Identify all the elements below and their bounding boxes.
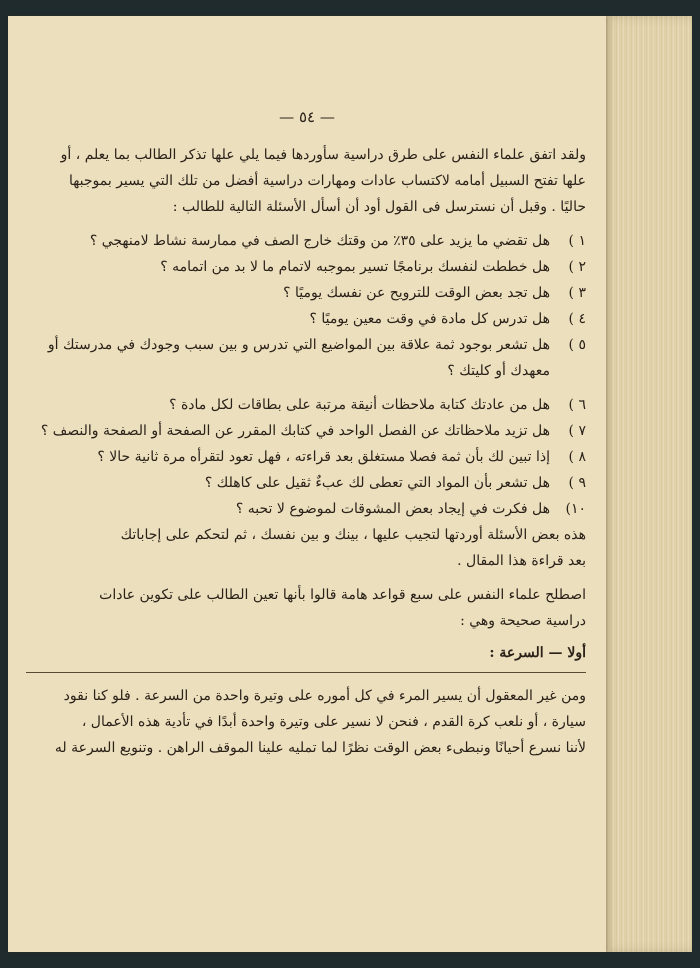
questions-list <box>26 228 586 522</box>
question-text: هل تشعر بأن المواد التي تعطى لك عبءٌ ثقيل على كاهلك ؟ <box>204 475 550 491</box>
book-page <box>8 16 606 952</box>
question-number: ٢ ) <box>568 259 586 275</box>
question-text: هل تزيد ملاحظاتك عن الفصل الواحد في كتابك المقرر عن الصفحة أو الصفحة والنصف ؟ <box>40 423 550 439</box>
question-number: ٦ ) <box>568 397 586 413</box>
question-number: ١٠) <box>565 501 586 517</box>
question-number: ٩ ) <box>568 475 586 491</box>
paragraph-line: سيارة ، أو نلعب كرة القدم ، فنحن لا نسير على وتيرة واحدة أبدًا في تأدية هذه الأعمال ، <box>81 714 586 730</box>
question-item <box>26 496 586 522</box>
section-heading: أولا — السرعة : <box>489 645 586 661</box>
question-number: ٧ ) <box>568 423 586 439</box>
intro-line: علها تفتح السبيل أمامه لاكتساب عادات ومهارات دراسية أفضل من تلك التي يسير بموجبها <box>68 173 586 189</box>
question-text: هل تدرس كل مادة في وقت معين يوميًا ؟ <box>309 311 550 327</box>
question-item <box>26 444 586 470</box>
question-item <box>26 306 586 332</box>
paragraph-line: بعد قراءة هذا المقال . <box>457 553 586 569</box>
question-number: ٤ ) <box>568 311 586 327</box>
question-number: ٥ ) <box>568 337 586 353</box>
paragraph-line: اصطلح علماء النفس على سبع قواعد هامة قالوا بأنها تعين الطالب على تكوين عادات <box>99 587 586 603</box>
question-item <box>26 228 586 254</box>
question-text: هل خططت لنفسك برنامجًا تسير بموجبه لاتمام ما لا بد من اتمامه ؟ <box>160 259 550 275</box>
speed-paragraph <box>26 683 586 761</box>
question-item <box>26 332 586 358</box>
section-divider <box>26 672 586 673</box>
paragraph-line: دراسية صحيحة وهي : <box>460 613 586 629</box>
intro-line: حاليًا . وقبل أن نسترسل فى القول أود أن أسأل الأسئلة التالية للطالب : <box>172 199 586 215</box>
question-continuation: معهدك أو كليتك ؟ <box>447 363 550 379</box>
rules-intro-paragraph <box>26 582 586 634</box>
question-number: ٨ ) <box>568 449 586 465</box>
question-text: هل فكرت في إيجاد بعض المشوقات لموضوع لا تحبه ؟ <box>235 501 550 517</box>
question-item <box>26 418 586 444</box>
question-number: ٣ ) <box>568 285 586 301</box>
question-text: هل تجد بعض الوقت للترويح عن نفسك يوميًا ؟ <box>283 285 550 301</box>
page-content <box>26 142 586 761</box>
paragraph-line: لأننا نسرع أحيانًا ونبطىء بعض الوقت نظرًا لما تمليه علينا الموقف الراهن . وتنويع السرعة له <box>54 740 586 756</box>
question-item <box>26 392 586 418</box>
question-text: هل تشعر بوجود ثمة علاقة بين المواضيع التي تدرس و بين سبب وجودك في مدرستك أو <box>47 337 550 353</box>
paragraph-line: هذه بعض الأسئلة أوردتها لتجيب عليها ، بينك و بين نفسك ، ثم لتحكم على إجاباتك <box>120 527 586 543</box>
after-questions-paragraph <box>26 522 586 574</box>
page-number: — ٥٤ — <box>279 108 335 126</box>
question-text: إذا تبين لك بأن ثمة فصلا مستغلق بعد قراءته ، فهل تعود لتقرأه مرة ثانية حالا ؟ <box>97 449 550 465</box>
question-text: هل من عادتك كتابة ملاحظات أنيقة مرتبة على بطاقات لكل مادة ؟ <box>169 397 550 413</box>
question-number: ١ ) <box>568 233 586 249</box>
question-item <box>26 470 586 496</box>
intro-paragraph <box>26 142 586 220</box>
page-edges <box>600 16 692 952</box>
question-item <box>26 254 586 280</box>
question-text: هل تقضي ما يزيد على ٣٥٪ من وقتك خارج الصف في ممارسة نشاط لامنهجي ؟ <box>89 233 550 249</box>
question-item <box>26 280 586 306</box>
paragraph-line: ومن غير المعقول أن يسير المرء في كل أموره على وتيرة واحدة من السرعة . فلو كنا نقود <box>63 688 586 704</box>
intro-line: ولقد اتفق علماء النفس على طرق دراسية سأوردها فيما يلي علها تذكر الطالب بما يعلم ، أو <box>60 147 586 163</box>
